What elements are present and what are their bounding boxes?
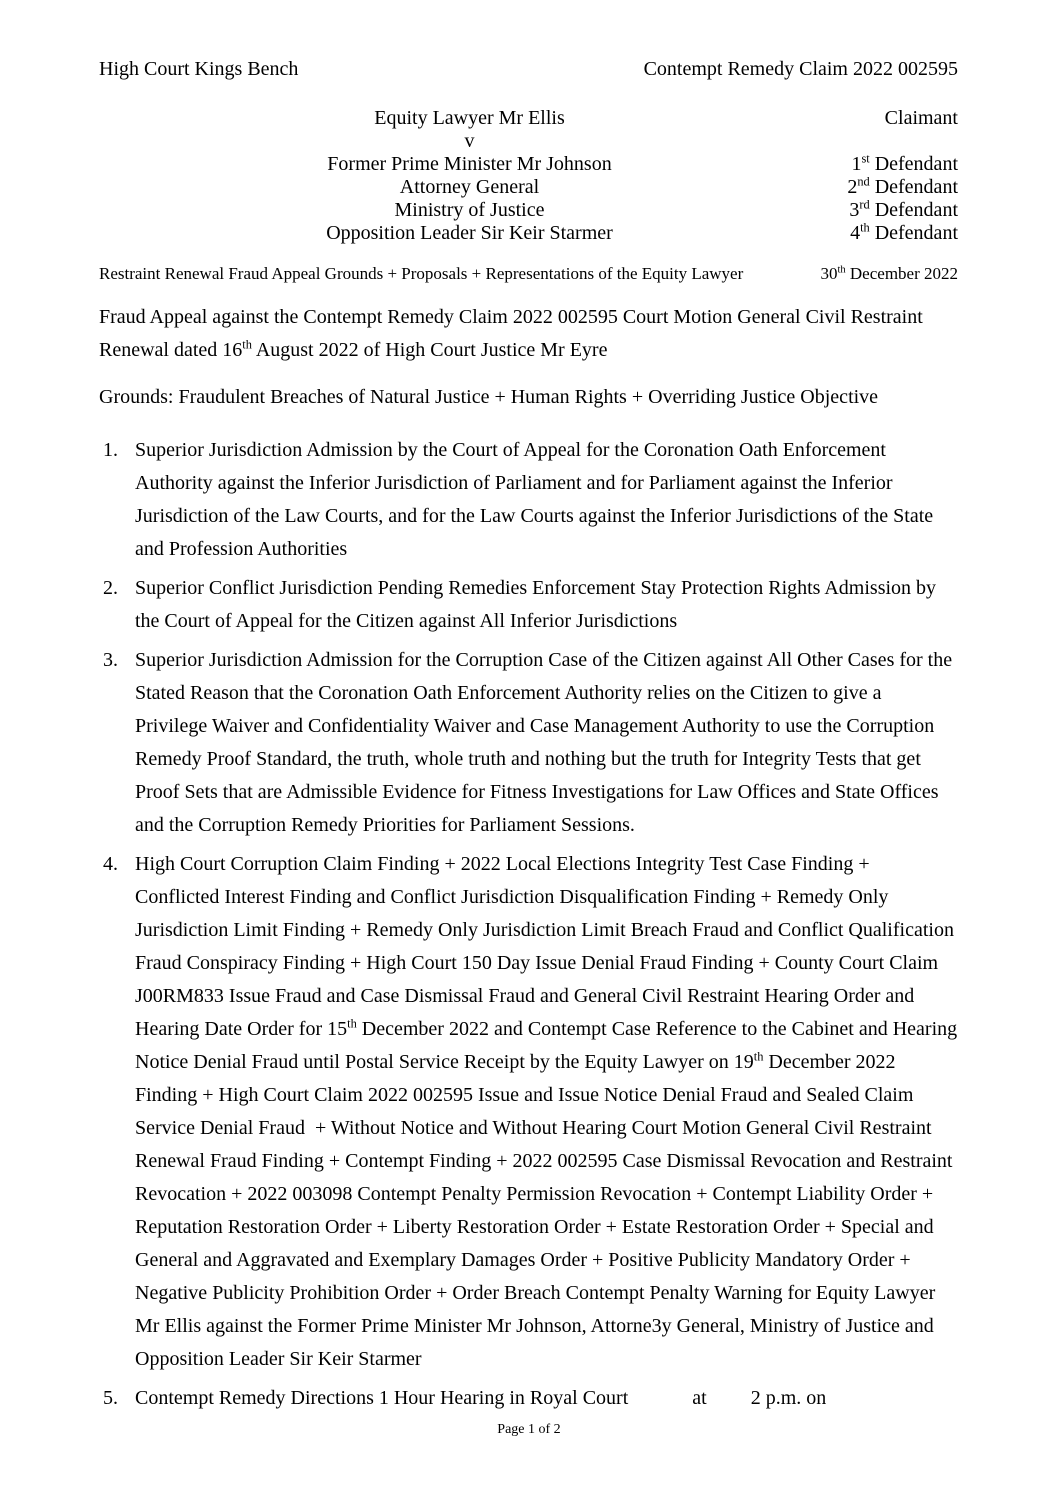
list-item-text: Superior Conflict Jurisdiction Pending Remedies Enforcement Stay Protection Rights Admission by the Court of Appeal for the Citizen against All Inferior Jurisdictions <box>135 577 942 632</box>
ordinal-suffix: th <box>347 1016 357 1031</box>
defendant-role <box>840 199 958 222</box>
list-item-number: 5. <box>103 1387 118 1409</box>
list-item-number: 3. <box>103 649 118 671</box>
defendant-role <box>840 222 958 245</box>
defendant-role-word: Defendant <box>874 153 958 175</box>
list-item-number: 4. <box>103 853 118 875</box>
versus-label: v <box>464 130 475 152</box>
defendant-ordinal: 3 <box>849 199 860 221</box>
list-item-3 <box>99 644 958 842</box>
defendant-role-word: Defendant <box>874 199 958 221</box>
ordinal-suffix: th <box>242 337 252 352</box>
defendant-row-2 <box>99 176 958 199</box>
defendant-name: Attorney General <box>399 176 540 198</box>
tab-space <box>707 1403 751 1404</box>
subject-row <box>99 262 958 285</box>
ordinal-suffix: rd <box>859 197 870 212</box>
page-footer <box>0 1421 1058 1439</box>
list-item-4 <box>99 848 963 1376</box>
tab-space <box>628 1403 692 1404</box>
ordinal-suffix: th <box>860 220 870 235</box>
defendant-role-word: Defendant <box>874 222 958 244</box>
ordinal-suffix: th <box>837 264 846 276</box>
parties-block <box>99 107 958 245</box>
list-item-1 <box>99 434 958 566</box>
defendant-ordinal: 1 <box>851 153 862 175</box>
subject-date: 30th December 2022 <box>820 264 958 283</box>
claimant-row <box>99 107 958 130</box>
defendant-role <box>840 176 958 199</box>
court-name: High Court Kings Bench <box>99 58 299 80</box>
list-item-number: 1. <box>103 439 118 461</box>
subject-title: Restraint Renewal Fraud Appeal Grounds + Proposals + Representations of the Equity Lawyer <box>99 264 744 283</box>
defendant-row-4 <box>99 222 958 245</box>
defendant-role-word: Defendant <box>874 176 958 198</box>
defendant-ordinal: 2 <box>847 176 858 198</box>
defendant-name: Ministry of Justice <box>394 199 545 221</box>
list-item-text: Superior Jurisdiction Admission for the Corruption Case of the Citizen against All Other Cases for the Stated Reason that the Coronation Oath Enforcement Authority relies on the Citizen to give a Privilege Waiver and Confidentiality Waiver and Case Management Authority to use the Corruption Remedy Proof Standard, the truth, whole truth and nothing but the truth for Integrity Tests that get Proof Sets that are Admissible Evidence for Fitness Investigations for Law Offices and State Offices and the Corruption Remedy Priorities for Parliament Sessions. <box>135 649 958 836</box>
list-item-number: 2. <box>103 577 118 599</box>
defendant-row-1 <box>99 153 958 176</box>
list-item-text: Superior Jurisdiction Admission by the Court of Appeal for the Coronation Oath Enforcement Authority against the Inferior Jurisdiction of Parliament and for Parliament against the Inferior Jurisdiction of the Law Courts, and for the Law Courts against the Inferior Jurisdictions of the State and Profession Authorities <box>135 439 939 560</box>
defendant-row-3 <box>99 199 958 222</box>
defendant-ordinal: 4 <box>850 222 861 244</box>
defendant-name: Former Prime Minister Mr Johnson <box>327 153 612 175</box>
versus-row <box>99 130 958 153</box>
intro-paragraph: Fraud Appeal against the Contempt Remedy Claim 2022 002595 Court Motion General Civil Restraint Renewal dated 16th August 2022 of High Court Justice Mr Eyre <box>99 306 928 361</box>
grounds-list <box>99 434 963 1415</box>
ordinal-suffix: st <box>861 151 870 166</box>
claimant-role: Claimant <box>884 107 958 129</box>
list-item-2 <box>99 572 958 638</box>
list-item-text: High Court Corruption Claim Finding + 2022 Local Elections Integrity Test Case Finding + Conflicted Interest Finding and Conflict Jurisdiction Disqualification Finding + Remedy Only Jurisdiction Limit Finding + Remedy Only Jurisdiction Limit Breach Fraud and Conflict Qualification Fraud Conspiracy Finding + High Court 150 Day Issue Denial Fraud Finding + County Court Claim J00RM833 Issue Fraud and Case Dismissal Fraud and General Civil Restraint Hearing Order and Hearing Date Order for 15th December 2022 and Contempt Case Reference to the Cabinet and Hearing Notice Denial Fraud until Postal Service Receipt by the Equity Lawyer on 19th December 2022 Finding + High Court Claim 2022 002595 Issue and Issue Notice Denial Fraud and Sealed Claim Service Denial Fraud + Without Notice and Without Hearing Court Motion General Civil Restraint Renewal Fraud Finding + Contempt Finding + 2022 002595 Case Dismissal Revocation and Restraint Revocation + 2022 003098 Contempt Penalty Permission Revocation + Contempt Liability Order + Reputation Restoration Order + Liberty Restoration Order + Estate Restoration Order + Special and General and Aggravated and Exemplary Damages Order + Positive Publicity Mandatory Order + Negative Publicity Prohibition Order + Order Breach Contempt Penalty Warning for Equity Lawyer Mr Ellis against the Former Prime Minister Mr Johnson, Attorne3y General, Ministry of Justice and Opposition Leader Sir Keir Starmer <box>135 853 963 1370</box>
list-item-text: Contempt Remedy Directions 1 Hour Hearing in Royal Court at 2 p.m. on <box>135 1387 827 1409</box>
claim-reference: Contempt Remedy Claim 2022 002595 <box>643 58 958 80</box>
claimant-name: Equity Lawyer Mr Ellis <box>374 107 565 129</box>
defendant-role <box>840 153 958 176</box>
defendant-name: Opposition Leader Sir Keir Starmer <box>326 222 613 244</box>
page-number: Page 1 of 2 <box>497 1422 561 1437</box>
ordinal-suffix: nd <box>857 174 870 189</box>
ordinal-suffix: th <box>753 1049 764 1064</box>
grounds-heading: Grounds: Fraudulent Breaches of Natural Justice + Human Rights + Overriding Justice Objective <box>99 386 879 408</box>
list-item-5 <box>99 1382 958 1415</box>
document-header <box>99 58 958 81</box>
versus-role-spacer <box>840 130 958 153</box>
